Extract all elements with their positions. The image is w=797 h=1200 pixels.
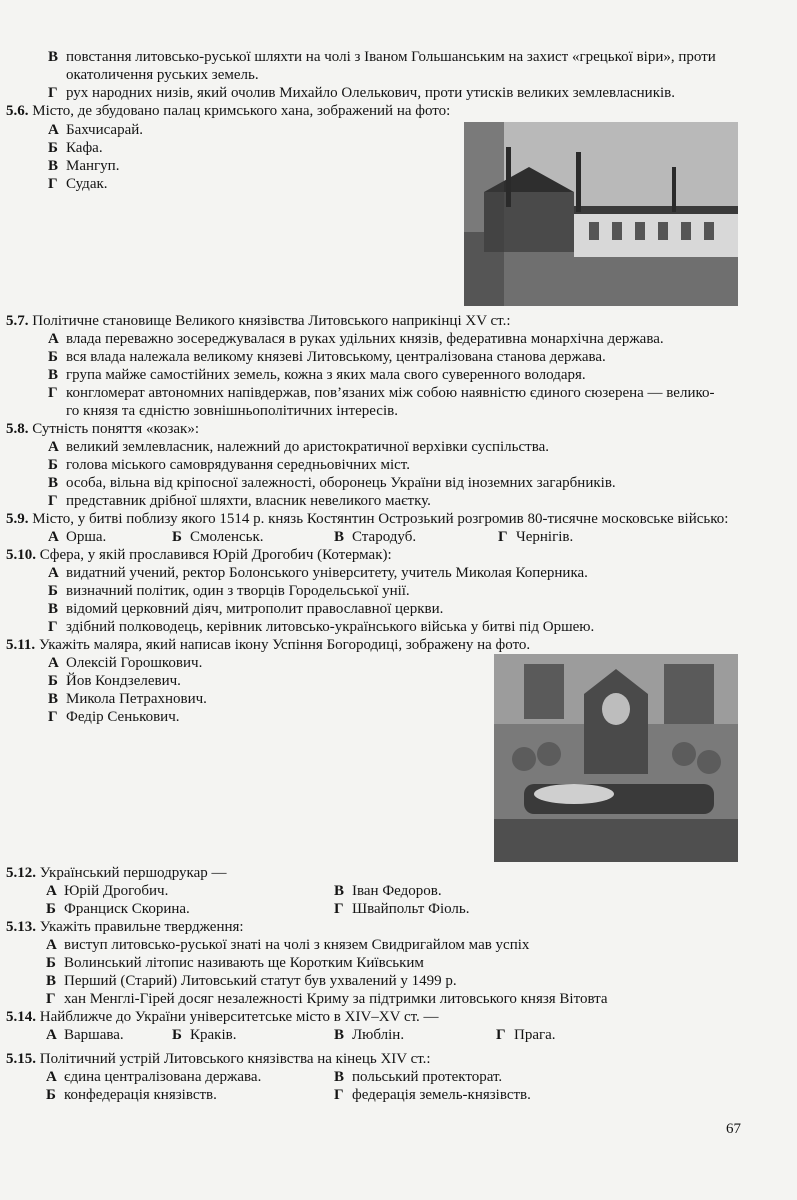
option-5-10-b: Б визначний політик, один з творців Городельської унії.: [48, 583, 410, 599]
option-5-6-a: А Бахчисарай.: [48, 122, 144, 138]
option-5-14-b: Б Краків.: [172, 1027, 237, 1043]
option-5-7-g-cont: го князя та єдністю зовнішньополітичних інтересів.: [66, 403, 398, 419]
option-5-10-g: Г здібний полководець, керівник литовсько-українського війська у битві під Оршею.: [48, 619, 595, 635]
option-5-7-v: В група майже самостійних земель, кожна з яких мала свого суверенного володаря.: [48, 367, 586, 383]
option-5-14-g: Г Прага.: [496, 1027, 556, 1043]
question-5-10: 5.10. Сфера, у якій прославився Юрій Дрогобич (Котермак):: [6, 547, 392, 563]
option-5-8-v: В особа, вільна від кріпосної залежності, оборонець України від іноземних загарбників.: [48, 475, 616, 491]
icon-image: [494, 654, 738, 862]
option-5-12-v: В Іван Федоров.: [334, 883, 442, 899]
question-5-9: 5.9. Місто, у битві поблизу якого 1514 р. князь Костянтин Острозький розгромив 80-тисячне московське військо:: [6, 511, 729, 527]
question-5-11: 5.11. Укажіть маляра, який написав ікону Успіння Богородиці, зображену на фото.: [6, 637, 531, 653]
option-5-9-b: Б Смоленськ.: [172, 529, 264, 545]
option-5-6-g: Г Судак.: [48, 176, 108, 192]
option-5-14-v: В Люблін.: [334, 1027, 405, 1043]
option-5-6-b: Б Кафа.: [48, 140, 103, 156]
option-5-8-a: А великий землевласник, належний до аристократичної верхівки суспільства.: [48, 439, 549, 455]
option-5-12-a: А Юрій Дрогобич.: [46, 883, 169, 899]
question-5-15: 5.15. Політичний устрій Литовського князівства на кінець XIV ст.:: [6, 1051, 431, 1067]
question-5-6: [6, 102, 450, 120]
option-5-15-b: Б конфедерація князівств.: [46, 1087, 217, 1103]
option-5-10-v: В відомий церковний діяч, митрополит православної церкви.: [48, 601, 444, 617]
option-5-13-a: А виступ литовсько-руської знаті на чолі з князем Свидригайлом мав успіх: [46, 937, 530, 953]
option-5-13-v: В Перший (Старий) Литовський статут був ухвалений у 1499 р.: [46, 973, 457, 989]
question-5-13: 5.13. Укажіть правильне твердження:: [6, 919, 244, 935]
option-5-13-g: Г хан Менглі-Гірей досяг незалежності Криму за підтримки литовського князя Вітовта: [46, 991, 608, 1007]
top-option-v-cont: окатоличення руських земель.: [66, 67, 259, 83]
option-5-11-a: А Олексій Горошкович.: [48, 655, 203, 671]
icon-dormition-photo: [494, 654, 738, 862]
khan-palace-photo: [464, 122, 738, 306]
option-5-7-a: А влада переважно зосереджувалася в руках удільних князів, федеративна монархічна держава.: [48, 331, 664, 347]
option-5-15-a: А єдина централізована держава.: [46, 1069, 262, 1085]
option-5-14-a: А Варшава.: [46, 1027, 124, 1043]
palace-image: [464, 122, 738, 306]
option-5-9-g: Г Чернігів.: [498, 529, 574, 545]
top-option-v: [48, 48, 716, 66]
option-5-11-g: Г Федір Сенькович.: [48, 709, 180, 725]
option-5-12-b: Б Франциск Скорина.: [46, 901, 190, 917]
question-5-14: 5.14. Найближче до України університетське місто в XIV–XV ст. —: [6, 1009, 439, 1025]
option-text: рух народних низів, який очолив Михайло Олелькович, проти утисків великих землевласників.: [66, 85, 676, 101]
option-5-8-g: Г представник дрібної шляхти, власник невеликого маєтку.: [48, 493, 431, 509]
option-5-15-v: В польський протекторат.: [334, 1069, 503, 1085]
option-5-11-v: В Микола Петрахнович.: [48, 691, 207, 707]
option-5-10-a: А видатний учений, ректор Болонського університету, учитель Миколая Коперника.: [48, 565, 588, 581]
option-5-15-g: Г федерація земель-князівств.: [334, 1087, 531, 1103]
option-5-12-g: Г Швайпольт Фіоль.: [334, 901, 470, 917]
top-option-g: [48, 84, 675, 102]
question-5-8: 5.8. Сутність поняття «козак»:: [6, 421, 200, 437]
option-5-11-b: Б Йов Кондзелевич.: [48, 673, 181, 689]
option-5-7-b: Б вся влада належала великому князеві Литовському, централізована станова держава.: [48, 349, 606, 365]
question-5-12: 5.12. Український першодрукар —: [6, 865, 227, 881]
option-5-9-v: В Стародуб.: [334, 529, 417, 545]
question-5-7: 5.7. Політичне становище Великого князівства Литовського наприкінці XV ст.:: [6, 313, 511, 329]
question-text: Місто, де збудовано палац кримського хана, зображений на фото:: [32, 103, 451, 119]
question-number: 5.6.: [6, 103, 29, 119]
option-text: повстання литовсько-руської шляхти на чолі з Іваном Гольшанським на захист «грецької віри», проти: [66, 49, 716, 65]
page-number: 67: [726, 1121, 741, 1137]
option-5-9-a: А Орша.: [48, 529, 107, 545]
option-letter: В: [48, 49, 59, 65]
option-letter: Г: [48, 85, 58, 101]
option-5-7-g: Г конгломерат автономних напівдержав, пов’язаних між собою наявністю єдиного сюзерена — велико-: [48, 385, 715, 401]
option-5-13-b: Б Волинський літопис називають ще Коротким Київським: [46, 955, 424, 971]
option-5-8-b: Б голова міського самоврядування середньовічних міст.: [48, 457, 410, 473]
option-5-6-v: В Мангуп.: [48, 158, 120, 174]
